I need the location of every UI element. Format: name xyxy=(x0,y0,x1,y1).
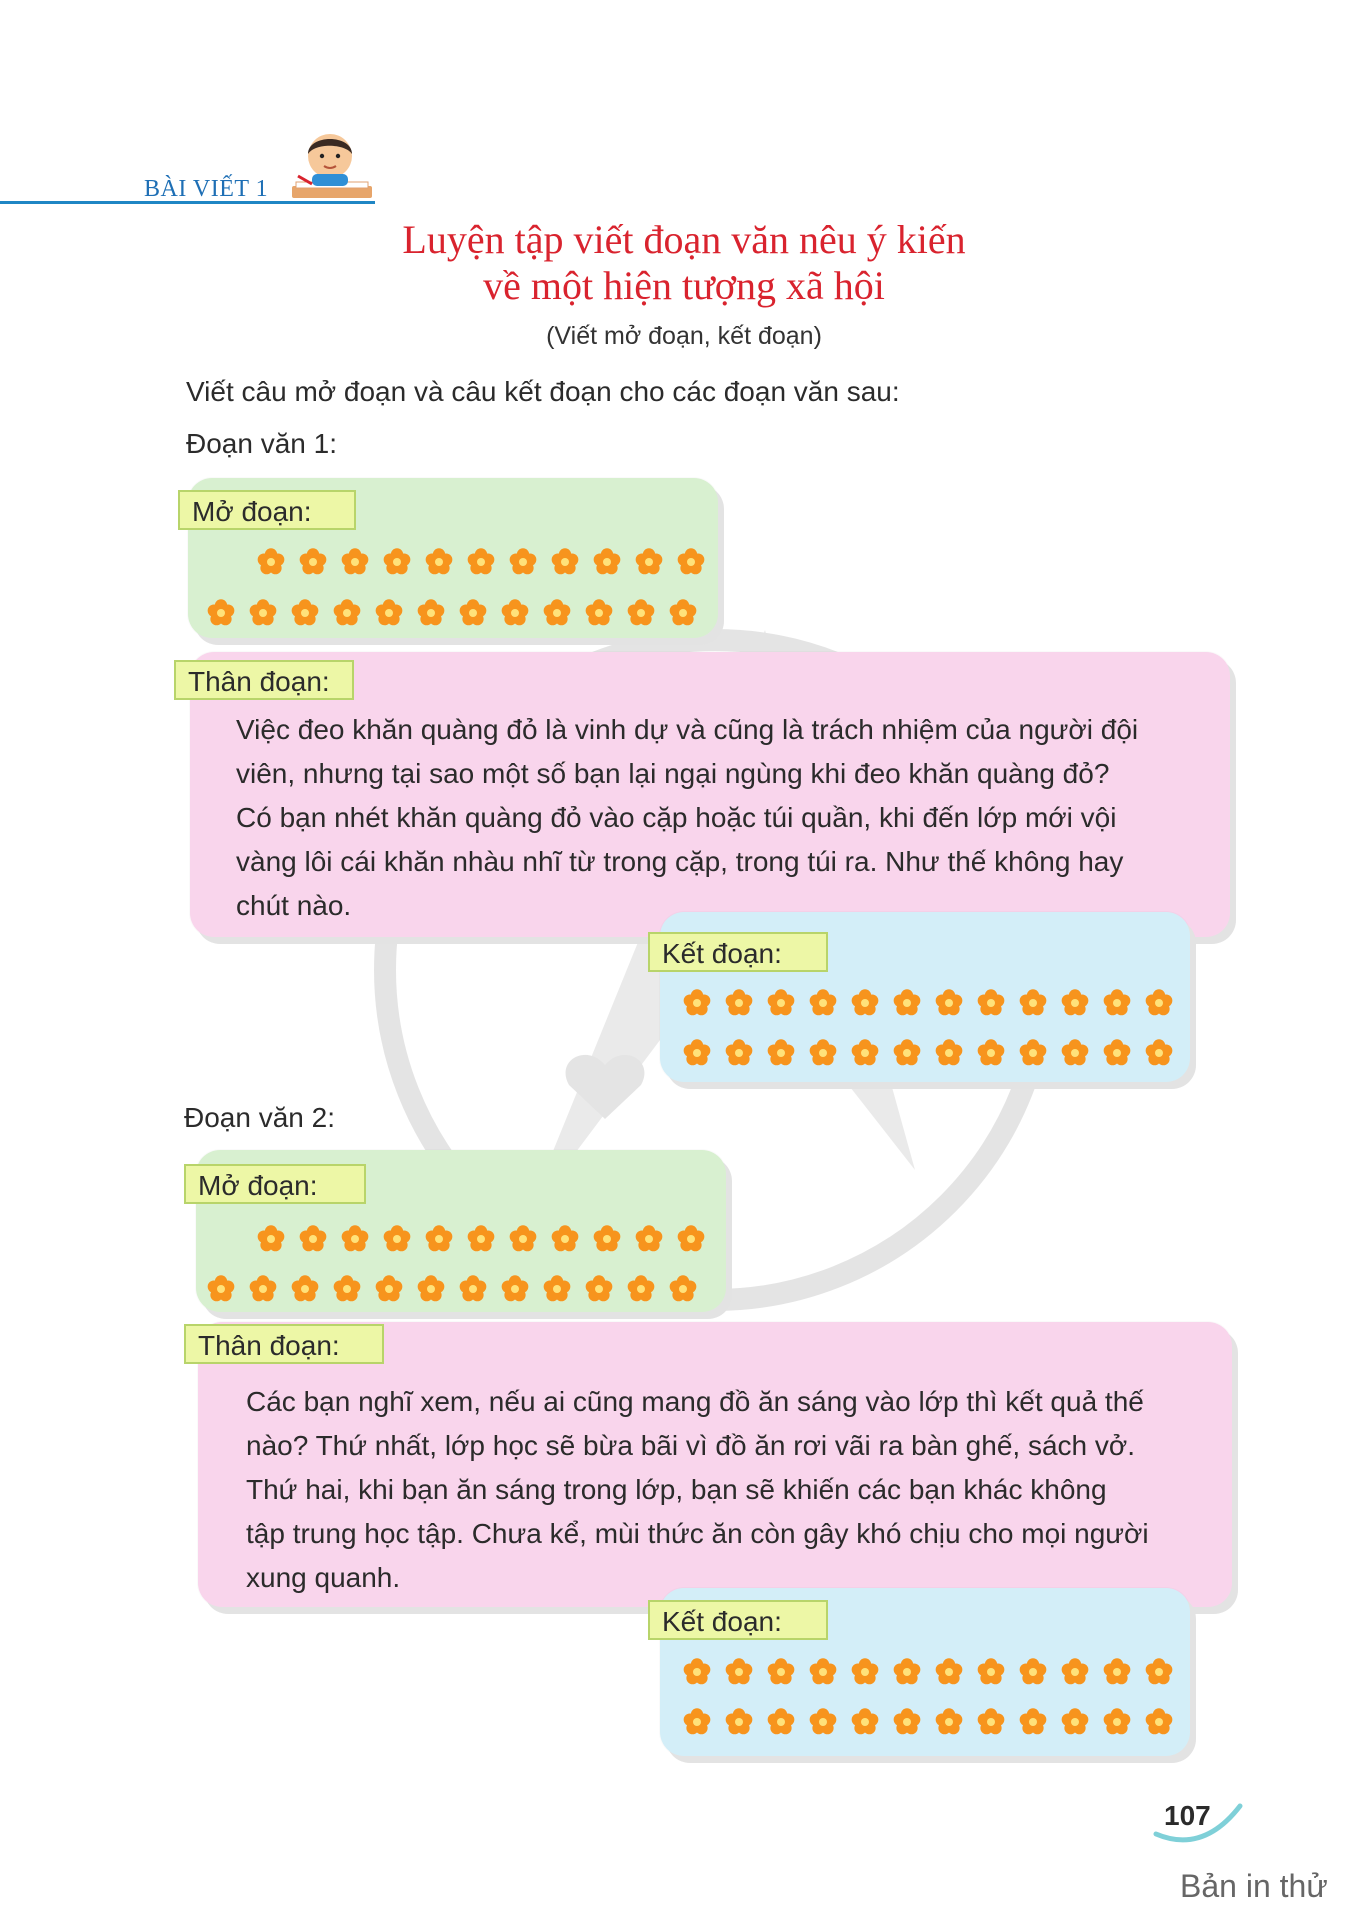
flower-icon xyxy=(284,1272,326,1306)
flower-icon xyxy=(460,1222,502,1256)
flower-icon xyxy=(326,1272,368,1306)
flower-row xyxy=(200,596,704,630)
flower-icon xyxy=(250,1222,292,1256)
flower-icon xyxy=(886,1655,928,1689)
flower-icon xyxy=(970,1036,1012,1070)
flower-icon xyxy=(844,1036,886,1070)
flower-row xyxy=(250,545,712,579)
flower-icon xyxy=(1012,986,1054,1020)
body-line: viên, nhưng tại sao một số bạn lại ngại ngùng khi đeo khăn quàng đỏ? xyxy=(236,758,1110,789)
paragraph1-body-text xyxy=(236,708,1196,928)
flower-icon xyxy=(1138,1655,1180,1689)
flower-icon xyxy=(886,986,928,1020)
flower-icon xyxy=(452,1272,494,1306)
flower-icon xyxy=(628,545,670,579)
body-line: Việc đeo khăn quàng đỏ là vinh dự và cũng là trách nhiệm của người đội xyxy=(236,714,1139,745)
flower-icon xyxy=(242,1272,284,1306)
flower-icon xyxy=(802,1036,844,1070)
flower-icon xyxy=(536,1272,578,1306)
flower-icon xyxy=(802,986,844,1020)
body-line: vàng lôi cái khăn nhàu nhĩ từ trong cặp, trong túi ra. Như thế không hay xyxy=(236,846,1124,877)
flower-icon xyxy=(970,1655,1012,1689)
flower-icon xyxy=(1138,986,1180,1020)
flower-icon xyxy=(760,1655,802,1689)
flower-row xyxy=(250,1222,712,1256)
paragraph1-body-tag: Thân đoạn: xyxy=(174,660,354,700)
flower-icon xyxy=(670,545,712,579)
flower-icon xyxy=(502,1222,544,1256)
flower-icon xyxy=(928,1036,970,1070)
flower-row xyxy=(676,1655,1180,1689)
body-line: xung quanh. xyxy=(246,1562,401,1593)
flower-row xyxy=(676,1705,1180,1739)
flower-icon xyxy=(628,1222,670,1256)
flower-icon xyxy=(844,1705,886,1739)
flower-icon xyxy=(502,545,544,579)
flower-icon xyxy=(292,545,334,579)
flower-icon xyxy=(928,986,970,1020)
body-line: tập trung học tập. Chưa kể, mùi thức ăn còn gây khó chịu cho mọi người xyxy=(246,1518,1149,1549)
flower-icon xyxy=(1012,1036,1054,1070)
draft-label: Bản in thử xyxy=(1180,1868,1328,1904)
flower-icon xyxy=(368,1272,410,1306)
flower-icon xyxy=(1054,1705,1096,1739)
flower-icon xyxy=(578,1272,620,1306)
flower-icon xyxy=(1012,1655,1054,1689)
flower-icon xyxy=(670,1222,712,1256)
flower-icon xyxy=(718,1655,760,1689)
flower-icon xyxy=(544,1222,586,1256)
flower-icon xyxy=(676,986,718,1020)
flower-icon xyxy=(376,545,418,579)
flower-icon xyxy=(544,545,586,579)
flower-icon xyxy=(494,596,536,630)
flower-icon xyxy=(292,1222,334,1256)
flower-icon xyxy=(586,1222,628,1256)
flower-icon xyxy=(970,1705,1012,1739)
flower-icon xyxy=(676,1705,718,1739)
flower-icon xyxy=(970,986,1012,1020)
flower-icon xyxy=(326,596,368,630)
flower-icon xyxy=(586,545,628,579)
flower-icon xyxy=(1096,1036,1138,1070)
flower-icon xyxy=(460,545,502,579)
body-line: Các bạn nghĩ xem, nếu ai cũng mang đồ ăn sáng vào lớp thì kết quả thế xyxy=(246,1386,1144,1417)
flower-icon xyxy=(368,596,410,630)
flower-icon xyxy=(886,1036,928,1070)
flower-icon xyxy=(802,1705,844,1739)
flower-icon xyxy=(620,1272,662,1306)
lesson-tag: BÀI VIẾT 1 xyxy=(144,176,269,202)
paragraph2-label: Đoạn văn 2: xyxy=(184,1102,335,1133)
flower-icon xyxy=(578,596,620,630)
flower-icon xyxy=(886,1705,928,1739)
flower-icon xyxy=(1096,986,1138,1020)
flower-icon xyxy=(676,1036,718,1070)
paragraph1-open-tag: Mở đoạn: xyxy=(178,490,356,530)
paragraph2-body-tag: Thân đoạn: xyxy=(184,1324,384,1364)
flower-icon xyxy=(1054,1036,1096,1070)
flower-icon xyxy=(334,1222,376,1256)
flower-icon xyxy=(662,1272,704,1306)
flower-icon xyxy=(1054,986,1096,1020)
flower-icon xyxy=(410,596,452,630)
flower-icon xyxy=(844,1655,886,1689)
body-line: nào? Thứ nhất, lớp học sẽ bừa bãi vì đồ ăn rơi vãi ra bàn ghế, sách vở. xyxy=(246,1430,1136,1461)
flower-icon xyxy=(410,1272,452,1306)
paragraph1-close-tag: Kết đoạn: xyxy=(648,932,828,972)
flower-icon xyxy=(452,596,494,630)
flower-icon xyxy=(760,1036,802,1070)
flower-icon xyxy=(928,1705,970,1739)
flower-icon xyxy=(334,545,376,579)
flower-icon xyxy=(1138,1705,1180,1739)
flower-icon xyxy=(718,1705,760,1739)
flower-icon xyxy=(200,596,242,630)
flower-icon xyxy=(760,1705,802,1739)
flower-icon xyxy=(536,596,578,630)
flower-row xyxy=(200,1272,704,1306)
flower-icon xyxy=(662,596,704,630)
flower-icon xyxy=(760,986,802,1020)
page-number: 107 xyxy=(1164,1800,1211,1831)
flower-icon xyxy=(418,545,460,579)
flower-icon xyxy=(844,986,886,1020)
page-title-line1: Luyện tập viết đoạn văn nêu ý kiến xyxy=(402,217,966,262)
page-title-line2: về một hiện tượng xã hội xyxy=(483,263,885,308)
body-line: Có bạn nhét khăn quàng đỏ vào cặp hoặc túi quần, khi đến lớp mới vội xyxy=(236,802,1117,833)
child-writing-icon xyxy=(282,126,377,204)
page-subtitle: (Viết mở đoạn, kết đoạn) xyxy=(546,322,822,350)
flower-icon xyxy=(676,1655,718,1689)
flower-icon xyxy=(718,1036,760,1070)
flower-icon xyxy=(284,596,326,630)
flower-icon xyxy=(1096,1655,1138,1689)
flower-icon xyxy=(1012,1705,1054,1739)
flower-icon xyxy=(802,1655,844,1689)
flower-icon xyxy=(376,1222,418,1256)
flower-icon xyxy=(1096,1705,1138,1739)
flower-icon xyxy=(928,1655,970,1689)
body-line: Thứ hai, khi bạn ăn sáng trong lớp, bạn sẽ khiến các bạn khác không xyxy=(246,1474,1107,1505)
paragraph2-close-tag: Kết đoạn: xyxy=(648,1600,828,1640)
paragraph2-open-tag: Mở đoạn: xyxy=(184,1164,366,1204)
flower-icon xyxy=(250,545,292,579)
flower-row xyxy=(676,1036,1180,1070)
flower-icon xyxy=(620,596,662,630)
paragraph2-body-text xyxy=(246,1380,1196,1600)
flower-icon xyxy=(242,596,284,630)
flower-icon xyxy=(418,1222,460,1256)
flower-icon xyxy=(1138,1036,1180,1070)
instruction: Viết câu mở đoạn và câu kết đoạn cho các đoạn văn sau: xyxy=(186,376,900,407)
flower-icon xyxy=(200,1272,242,1306)
flower-row xyxy=(676,986,1180,1020)
flower-icon xyxy=(494,1272,536,1306)
flower-icon xyxy=(1054,1655,1096,1689)
paragraph1-label: Đoạn văn 1: xyxy=(186,428,337,459)
body-line: chút nào. xyxy=(236,890,352,921)
flower-icon xyxy=(718,986,760,1020)
